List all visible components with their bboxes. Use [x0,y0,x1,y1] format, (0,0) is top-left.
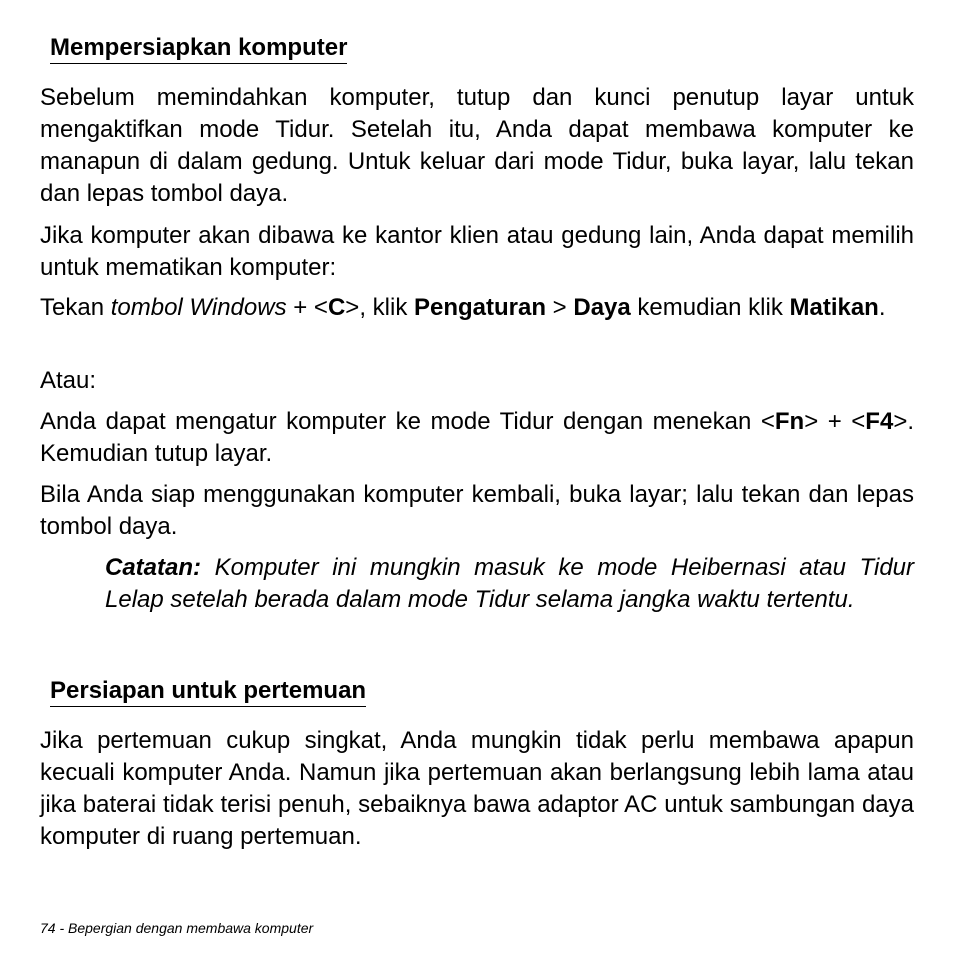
text-segment: Tekan [40,294,111,321]
text-segment: >. Kemudian tutup layar. [40,408,914,467]
text-segment: > + < [804,408,866,435]
page-footer: 74 - Bepergian dengan membawa komputer [40,920,314,936]
shutdown-text: Matikan [789,294,879,321]
paragraph-shutdown-steps [40,292,914,324]
note-label: Catatan: [105,554,202,581]
note-block [105,552,914,616]
section-heading-preparing-computer: Mempersiapkan komputer [50,34,347,64]
windows-key-text: tombol Windows [110,294,287,321]
paragraph-or: Atau: [40,367,97,394]
key-f4-text: F4 [865,408,894,435]
text-segment: > [546,294,574,321]
paragraph-sleep-shortcut [40,406,914,470]
settings-text: Pengaturan [413,294,547,321]
key-c-text: C [327,294,346,321]
text-segment: + < [286,294,328,321]
section-heading-meeting-preparation: Persiapan untuk pertemuan [50,677,366,707]
paragraph-resume: Bila Anda siap menggunakan komputer kembali, buka layar; lalu tekan dan lepas tombol daya. [40,481,914,540]
text-segment: kemudian klik [630,294,790,321]
paragraph-shutdown-option: Jika komputer akan dibawa ke kantor klien atau gedung lain, Anda dapat memilih untuk mematikan komputer: [40,222,914,281]
paragraph-sleep-mode: Sebelum memindahkan komputer, tutup dan kunci penutup layar untuk mengaktifkan mode Tidur. Setelah itu, Anda dapat membawa komputer ke manapun di dalam gedung. Untuk keluar dari mode Tidur, buka layar, lalu tekan dan lepas tombol daya. [40,84,914,207]
text-segment: Anda dapat mengatur komputer ke mode Tidur dengan menekan < [40,408,775,435]
power-text: Daya [573,294,631,321]
text-segment: . [878,294,886,321]
text-segment: >, klik [345,294,414,321]
note-text: Komputer ini mungkin masuk ke mode Heibernasi atau Tidur Lelap setelah berada dalam mode Tidur selama jangka waktu tertentu. [105,554,914,613]
paragraph-meeting: Jika pertemuan cukup singkat, Anda mungkin tidak perlu membawa apapun kecuali komputer Anda. Namun jika pertemuan akan berlangsung lebih lama atau jika baterai tidak terisi penuh, sebaiknya bawa adaptor AC untuk sambungan daya komputer di ruang pertemuan. [40,727,914,850]
key-fn-text: Fn [774,408,805,435]
